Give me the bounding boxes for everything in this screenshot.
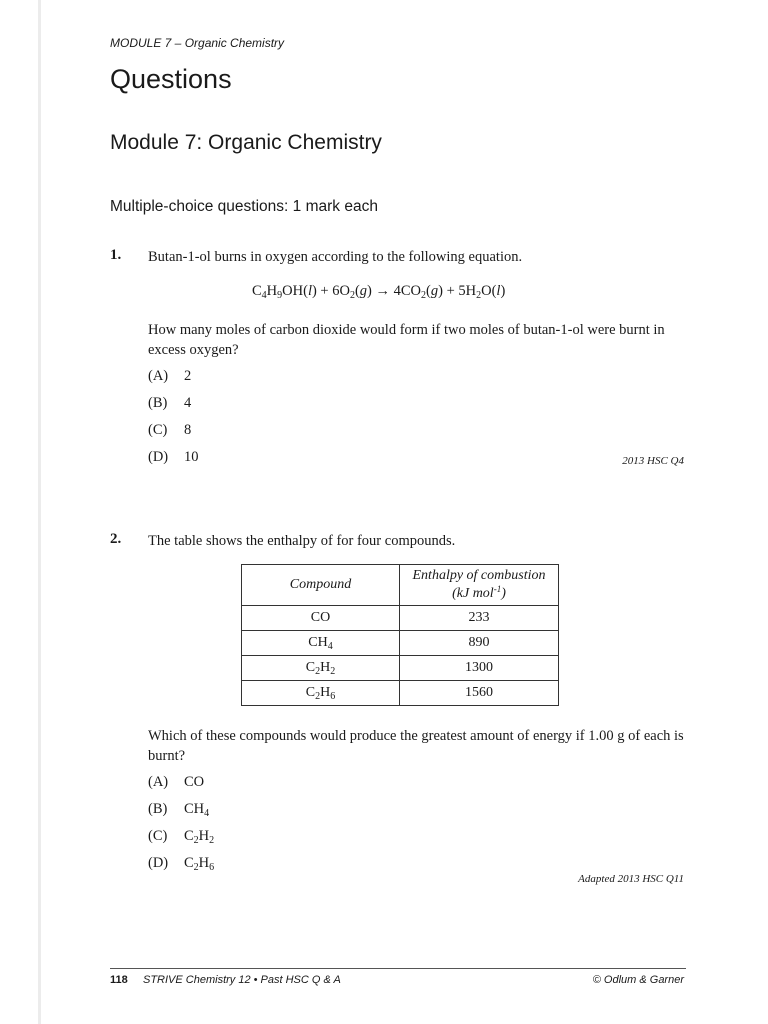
- footer-rule: [110, 968, 686, 969]
- table-row: [242, 631, 559, 656]
- question-1-option-b[interactable]: (B) 4: [148, 395, 192, 411]
- question-2-intro: The table shows the enthalpy of for four compounds.: [148, 533, 456, 549]
- table-row: [242, 656, 559, 681]
- header-compound: Compound: [242, 565, 400, 606]
- question-1-option-c[interactable]: (C) 8: [148, 422, 192, 438]
- question-2-option-a[interactable]: (A) CO: [148, 774, 205, 790]
- question-1-intro: Butan-1-ol burns in oxygen according to the following equation.: [148, 249, 523, 265]
- question-2-option-b[interactable]: (B) $CH_4$: [148, 801, 210, 819]
- combustion-equation: $C_4H_9OH(l) + 6O_2(g) \to 4CO_2(g) + 5H_2O(l)$: [252, 283, 506, 301]
- enthalpy-value: 1300: [400, 656, 559, 681]
- copyright: © Odlum & Garner: [592, 974, 684, 986]
- compound-c2h2: $C_2H_2$: [242, 656, 400, 681]
- section-heading: Multiple-choice questions: 1 mark each: [110, 198, 378, 215]
- table-header-row: [242, 565, 559, 606]
- enthalpy-table: [241, 564, 559, 706]
- enthalpy-value: 1560: [400, 681, 559, 706]
- enthalpy-value: 890: [400, 631, 559, 656]
- table-row: [242, 681, 559, 706]
- table-row: [242, 606, 559, 631]
- question-2-option-c[interactable]: (C) $C_2H_2$: [148, 828, 215, 846]
- question-2-option-d[interactable]: (D) $C_2H_6$: [148, 855, 215, 873]
- module-title: Module 7: Organic Chemistry: [110, 131, 382, 154]
- running-head: MODULE 7 – Organic Chemistry: [110, 36, 285, 50]
- question-1-number: 1.: [110, 247, 122, 263]
- question-1-text: How many moles of carbon dioxide would form if two moles of butan-1-ol were burnt in excess oxygen?: [148, 322, 665, 358]
- page-title: Questions: [110, 64, 232, 94]
- compound-c2h6: $C_2H_6$: [242, 681, 400, 706]
- book-title: STRIVE Chemistry 12 • Past HSC Q & A: [143, 974, 341, 986]
- enthalpy-value: 233: [400, 606, 559, 631]
- question-2-source: Adapted 2013 HSC Q11: [578, 873, 684, 885]
- compound-co: CO: [242, 606, 400, 631]
- scan-edge: [38, 0, 41, 1024]
- question-2-number: 2.: [110, 531, 122, 547]
- compound-ch4: $CH_4$: [242, 631, 400, 656]
- question-1-option-d[interactable]: (D) 10: [148, 449, 199, 465]
- header-enthalpy: Enthalpy of combustion (kJ mol$^{-1}$): [400, 565, 559, 606]
- question-1-source: 2013 HSC Q4: [622, 455, 684, 467]
- question-2-text: Which of these compounds would produce the greatest amount of energy if 1.00 g of each is burnt?: [148, 728, 684, 764]
- question-1-option-a[interactable]: (A) 2: [148, 368, 192, 384]
- page-number: 118: [110, 974, 128, 986]
